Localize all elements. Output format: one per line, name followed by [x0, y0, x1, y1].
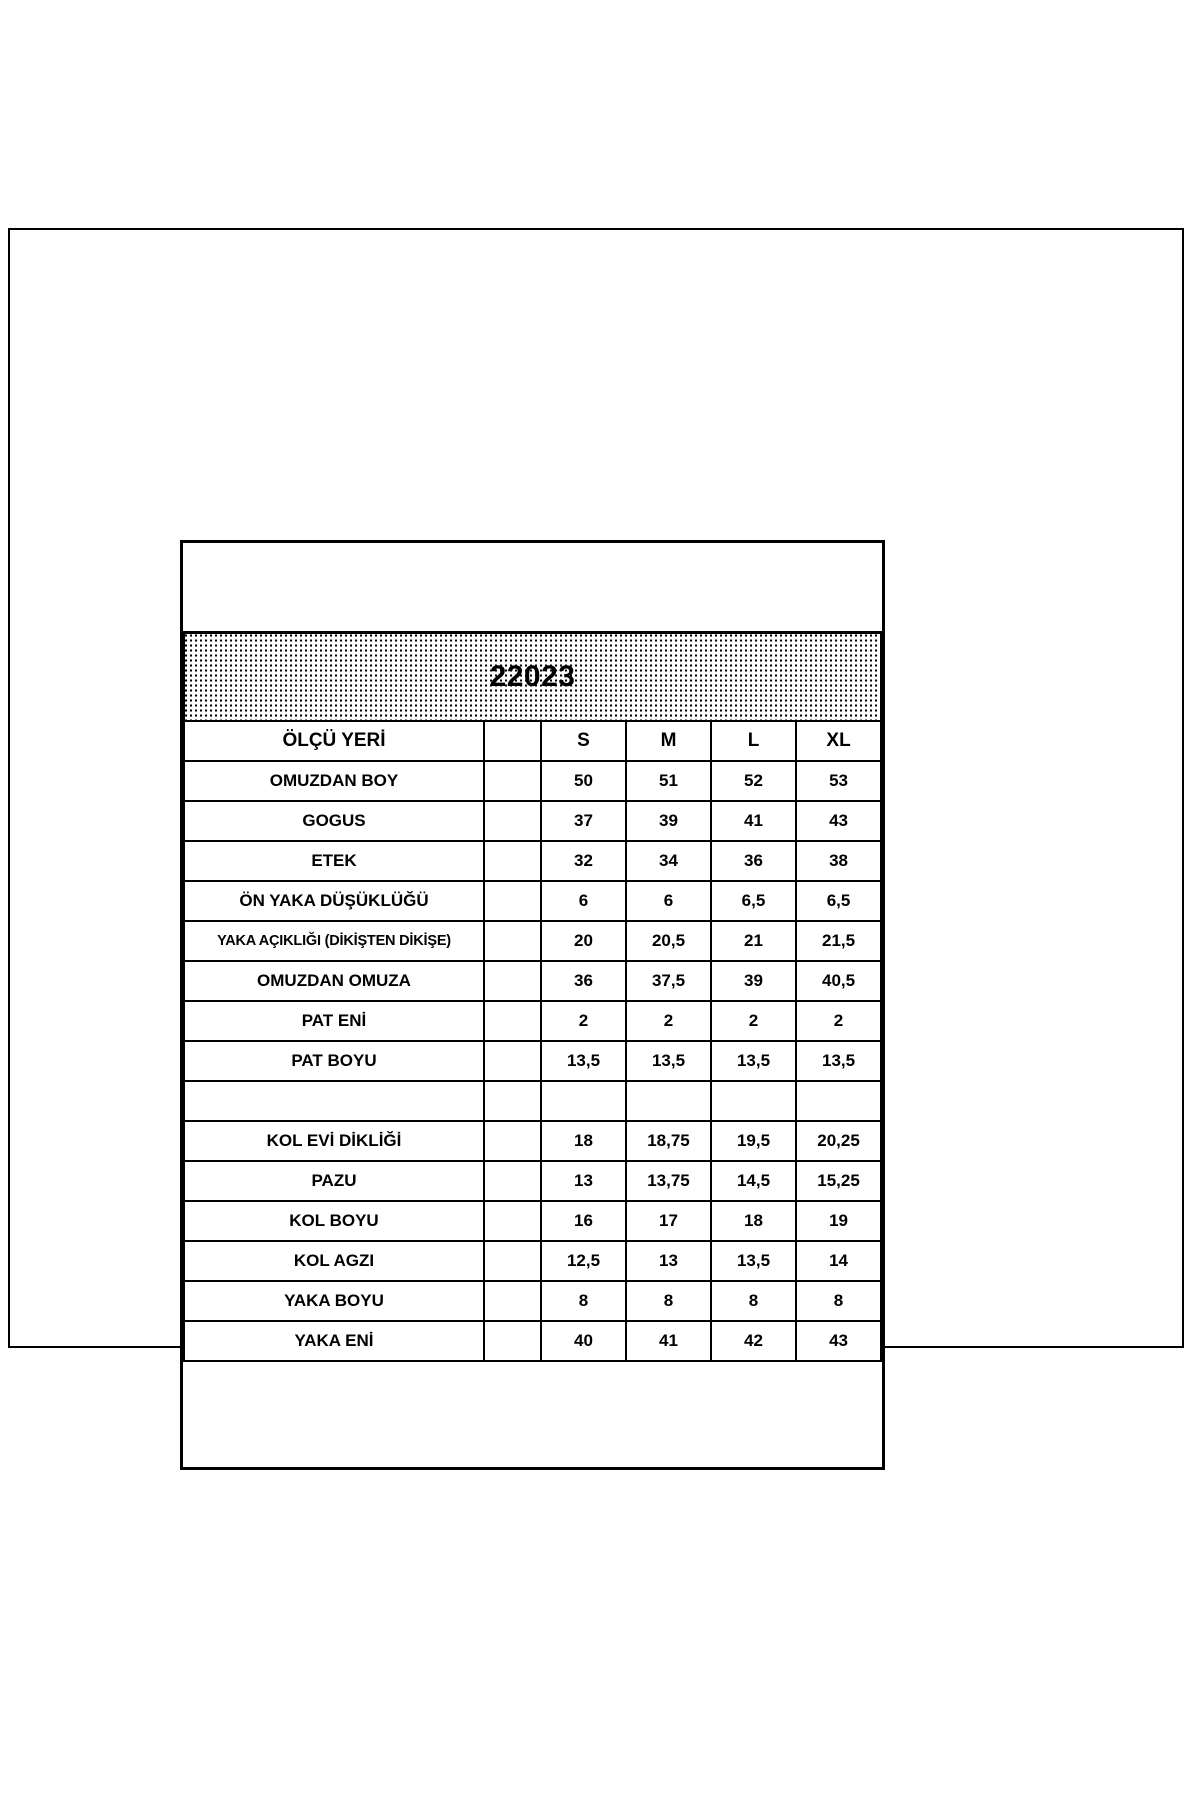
row-label: ETEK — [184, 841, 484, 881]
row-label: OMUZDAN OMUZA — [184, 961, 484, 1001]
row-value-l: 41 — [711, 801, 796, 841]
row-value-m — [626, 1081, 711, 1121]
row-gap-cell — [484, 881, 541, 921]
row-value-s: 36 — [541, 961, 626, 1001]
row-gap-cell — [484, 1201, 541, 1241]
row-value-m: 20,5 — [626, 921, 711, 961]
table-row — [184, 961, 881, 1001]
row-value-m: 13 — [626, 1241, 711, 1281]
header-size-m: M — [626, 721, 711, 761]
header-gap-cell — [484, 721, 541, 761]
row-gap-cell — [484, 961, 541, 1001]
row-value-s: 50 — [541, 761, 626, 801]
row-value-m: 37,5 — [626, 961, 711, 1001]
row-value-xl: 6,5 — [796, 881, 881, 921]
row-gap-cell — [484, 1121, 541, 1161]
row-value-m: 34 — [626, 841, 711, 881]
row-label: KOL AGZI — [184, 1241, 484, 1281]
row-value-xl: 20,25 — [796, 1121, 881, 1161]
row-value-l: 36 — [711, 841, 796, 881]
row-value-xl: 13,5 — [796, 1041, 881, 1081]
table-row — [184, 801, 881, 841]
row-value-l: 42 — [711, 1321, 796, 1361]
row-value-s: 18 — [541, 1121, 626, 1161]
table-title-row — [184, 633, 881, 721]
row-value-m: 51 — [626, 761, 711, 801]
row-gap-cell — [484, 921, 541, 961]
row-label: YAKA BOYU — [184, 1281, 484, 1321]
row-value-s: 20 — [541, 921, 626, 961]
row-value-xl: 2 — [796, 1001, 881, 1041]
row-value-xl: 53 — [796, 761, 881, 801]
row-label: PAT BOYU — [184, 1041, 484, 1081]
product-code-title: 22023 — [184, 633, 881, 721]
row-value-xl — [796, 1081, 881, 1121]
row-value-l: 14,5 — [711, 1161, 796, 1201]
row-value-l: 13,5 — [711, 1241, 796, 1281]
row-label: ÖN YAKA DÜŞÜKLÜĞÜ — [184, 881, 484, 921]
row-value-l: 39 — [711, 961, 796, 1001]
row-label: OMUZDAN BOY — [184, 761, 484, 801]
size-chart-container — [180, 540, 885, 1470]
row-value-s: 16 — [541, 1201, 626, 1241]
row-value-l: 13,5 — [711, 1041, 796, 1081]
table-row — [184, 1121, 881, 1161]
row-value-xl: 40,5 — [796, 961, 881, 1001]
row-value-s: 8 — [541, 1281, 626, 1321]
table-row — [184, 761, 881, 801]
table-row — [184, 881, 881, 921]
table-bottom-spacer — [183, 1362, 882, 1472]
row-value-l: 6,5 — [711, 881, 796, 921]
row-value-xl: 43 — [796, 801, 881, 841]
row-value-s: 40 — [541, 1321, 626, 1361]
row-label: PAZU — [184, 1161, 484, 1201]
row-value-s: 37 — [541, 801, 626, 841]
row-value-s: 12,5 — [541, 1241, 626, 1281]
row-value-xl: 21,5 — [796, 921, 881, 961]
header-size-s: S — [541, 721, 626, 761]
table-row — [184, 841, 881, 881]
header-size-l: L — [711, 721, 796, 761]
row-value-xl: 43 — [796, 1321, 881, 1361]
row-value-l — [711, 1081, 796, 1121]
row-value-l: 19,5 — [711, 1121, 796, 1161]
page-frame — [8, 228, 1184, 1348]
row-label — [184, 1081, 484, 1121]
row-value-m: 17 — [626, 1201, 711, 1241]
row-value-m: 8 — [626, 1281, 711, 1321]
row-value-l: 21 — [711, 921, 796, 961]
row-label: GOGUS — [184, 801, 484, 841]
row-value-s: 13 — [541, 1161, 626, 1201]
row-value-s: 13,5 — [541, 1041, 626, 1081]
row-label: KOL EVİ DİKLİĞİ — [184, 1121, 484, 1161]
row-value-s — [541, 1081, 626, 1121]
row-label: KOL BOYU — [184, 1201, 484, 1241]
table-row — [184, 1321, 881, 1361]
header-measure-location: ÖLÇÜ YERİ — [184, 721, 484, 761]
table-row — [184, 1001, 881, 1041]
row-value-m: 6 — [626, 881, 711, 921]
table-row — [184, 1201, 881, 1241]
row-value-l: 8 — [711, 1281, 796, 1321]
row-gap-cell — [484, 801, 541, 841]
row-value-xl: 38 — [796, 841, 881, 881]
table-row — [184, 1241, 881, 1281]
table-row-blank — [184, 1081, 881, 1121]
row-label: PAT ENİ — [184, 1001, 484, 1041]
size-chart-body — [184, 633, 881, 1361]
row-value-s: 32 — [541, 841, 626, 881]
table-header-row — [184, 721, 881, 761]
row-gap-cell — [484, 1321, 541, 1361]
row-gap-cell — [484, 1081, 541, 1121]
row-gap-cell — [484, 1161, 541, 1201]
row-value-m: 39 — [626, 801, 711, 841]
row-gap-cell — [484, 1241, 541, 1281]
row-gap-cell — [484, 761, 541, 801]
row-value-m: 13,5 — [626, 1041, 711, 1081]
row-value-xl: 19 — [796, 1201, 881, 1241]
row-value-l: 18 — [711, 1201, 796, 1241]
row-value-l: 2 — [711, 1001, 796, 1041]
row-value-m: 2 — [626, 1001, 711, 1041]
table-top-spacer — [183, 543, 882, 631]
table-row — [184, 1281, 881, 1321]
row-gap-cell — [484, 1281, 541, 1321]
row-gap-cell — [484, 1041, 541, 1081]
table-row — [184, 921, 881, 961]
row-value-l: 52 — [711, 761, 796, 801]
row-gap-cell — [484, 841, 541, 881]
table-row — [184, 1041, 881, 1081]
row-value-s: 6 — [541, 881, 626, 921]
row-value-xl: 8 — [796, 1281, 881, 1321]
row-value-s: 2 — [541, 1001, 626, 1041]
row-value-m: 18,75 — [626, 1121, 711, 1161]
row-value-m: 41 — [626, 1321, 711, 1361]
row-label: YAKA AÇIKLIĞI (DİKİŞTEN DİKİŞE) — [184, 921, 484, 961]
row-gap-cell — [484, 1001, 541, 1041]
size-chart-table — [183, 631, 882, 1362]
row-value-xl: 15,25 — [796, 1161, 881, 1201]
header-size-xl: XL — [796, 721, 881, 761]
table-row — [184, 1161, 881, 1201]
row-value-xl: 14 — [796, 1241, 881, 1281]
row-label: YAKA ENİ — [184, 1321, 484, 1361]
row-value-m: 13,75 — [626, 1161, 711, 1201]
